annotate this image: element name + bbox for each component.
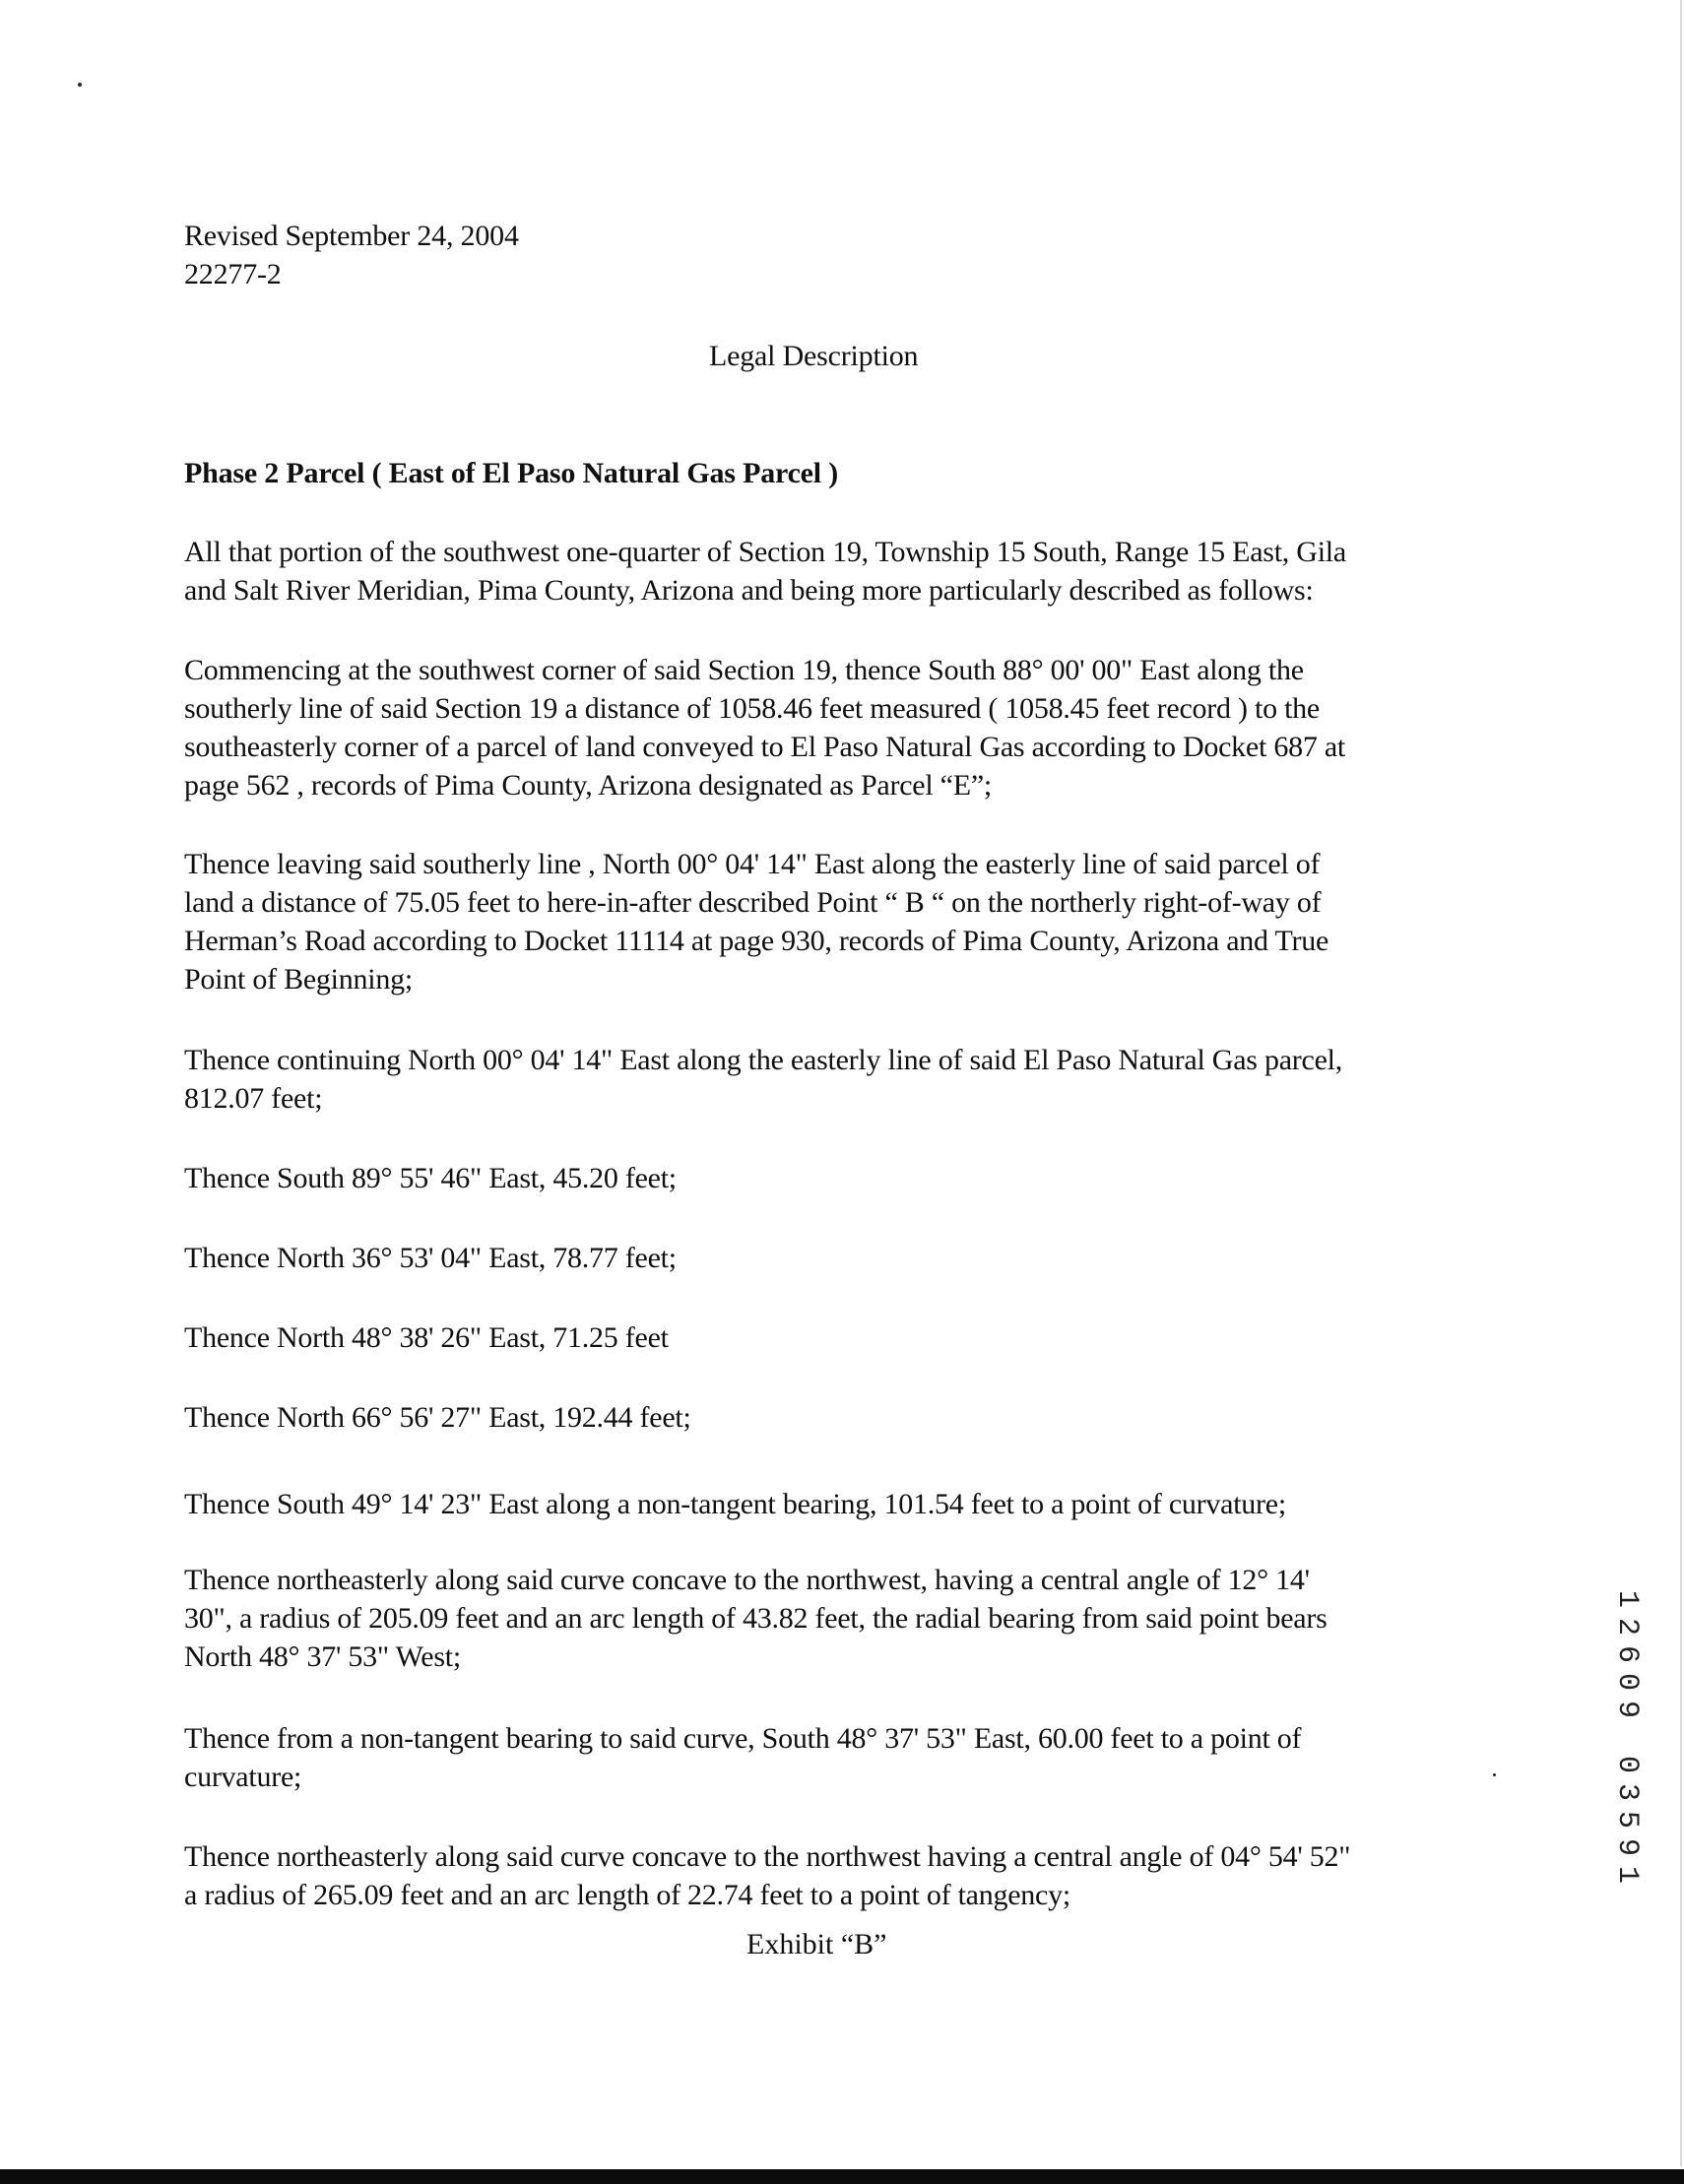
scan-speck bbox=[78, 83, 82, 87]
exhibit-label: Exhibit “B” bbox=[746, 1928, 887, 1960]
stamp-digit: 0 bbox=[1610, 1755, 1644, 1773]
scan-edge-line bbox=[1680, 0, 1682, 2166]
paragraph-2 bbox=[184, 651, 1474, 804]
paragraph-line: Thence northeasterly along said curve concave to the northwest, having a central angle of 12° 14' bbox=[184, 1564, 1310, 1596]
paragraph-6 bbox=[184, 1239, 1474, 1277]
paragraph-12 bbox=[184, 1837, 1474, 1914]
paragraph-line: Commencing at the southwest corner of said Section 19, thence South 88° 00' 00" East along the bbox=[184, 654, 1304, 686]
stamp-digit: 1 bbox=[1610, 1865, 1644, 1884]
paragraph-7 bbox=[184, 1318, 1474, 1357]
paragraph-line: Point of Beginning; bbox=[184, 963, 413, 996]
stamp-digit: 0 bbox=[1610, 1672, 1644, 1691]
document-number: 22277-2 bbox=[184, 258, 282, 290]
page-title: Legal Description bbox=[709, 340, 919, 372]
parcel-heading: Phase 2 Parcel ( East of El Paso Natural Gas Parcel ) bbox=[184, 457, 839, 489]
paragraph-10 bbox=[184, 1561, 1474, 1676]
paragraph-line: All that portion of the southwest one-quarter of Section 19, Township 15 South, Range 15 East, Gila bbox=[184, 536, 1346, 568]
stamp-digit: 3 bbox=[1610, 1782, 1644, 1801]
stamp-digit: 9 bbox=[1610, 1700, 1644, 1718]
stamp-digit: 6 bbox=[1610, 1644, 1644, 1663]
paragraph-line: Thence South 49° 14' 23" East along a non-tangent bearing, 101.54 feet to a point of curvature; bbox=[184, 1488, 1286, 1520]
stamp-number-top bbox=[1607, 1585, 1647, 1723]
paragraph-line: 812.07 feet; bbox=[184, 1082, 323, 1115]
paragraph-5 bbox=[184, 1159, 1474, 1197]
paragraph-9 bbox=[184, 1485, 1474, 1523]
paragraph-line: Thence North 66° 56' 27" East, 192.44 feet; bbox=[184, 1401, 691, 1434]
paragraph-line: southeasterly corner of a parcel of land conveyed to El Paso Natural Gas according to Docket 687 at bbox=[184, 731, 1345, 763]
recording-stamp bbox=[1607, 1585, 1647, 1889]
paragraph-line: Thence North 36° 53' 04" East, 78.77 feet; bbox=[184, 1242, 677, 1274]
paragraph-line: North 48° 37' 53" West; bbox=[184, 1640, 461, 1673]
paragraph-11 bbox=[184, 1719, 1474, 1796]
stamp-digit: 9 bbox=[1610, 1837, 1644, 1856]
paragraph-line: Thence leaving said southerly line , North 00° 04' 14" East along the easterly line of said parcel of bbox=[184, 848, 1321, 880]
paragraph-line: southerly line of said Section 19 a distance of 1058.46 feet measured ( 1058.45 feet record ) to the bbox=[184, 692, 1320, 725]
paragraph-line: a radius of 265.09 feet and an arc length of 22.74 feet to a point of tangency; bbox=[184, 1879, 1070, 1911]
stamp-digit: 5 bbox=[1610, 1810, 1644, 1829]
stamp-digit: 1 bbox=[1610, 1589, 1644, 1608]
paragraph-line: 30", a radius of 205.09 feet and an arc length of 43.82 feet, the radial bearing from said point bears bbox=[184, 1602, 1328, 1635]
paragraph-line: land a distance of 75.05 feet to here-in-after described Point “ B “ on the northerly right-of-way of bbox=[184, 886, 1322, 919]
paragraph-8 bbox=[184, 1398, 1474, 1437]
revision-date: Revised September 24, 2004 bbox=[184, 220, 519, 252]
paragraph-line: Thence South 89° 55' 46" East, 45.20 feet; bbox=[184, 1162, 677, 1194]
paragraph-line: curvature; bbox=[184, 1761, 302, 1793]
paragraph-line: Thence North 48° 38' 26" East, 71.25 feet bbox=[184, 1321, 669, 1354]
paragraph-line: page 562 , records of Pima County, Arizona designated as Parcel “E”; bbox=[184, 769, 992, 802]
paragraph-line: Herman’s Road according to Docket 11114 at page 930, records of Pima County, Arizona and True bbox=[184, 925, 1329, 957]
paragraph-line: Thence northeasterly along said curve concave to the northwest having a central angle of 04° 54' 52" bbox=[184, 1840, 1351, 1873]
paragraph-line: and Salt River Meridian, Pima County, Arizona and being more particularly described as follows: bbox=[184, 574, 1314, 607]
paragraph-3 bbox=[184, 845, 1474, 998]
paragraph-1 bbox=[184, 533, 1474, 610]
scan-bottom-border bbox=[0, 2169, 1684, 2184]
paragraph-4 bbox=[184, 1041, 1474, 1118]
paragraph-line: Thence from a non-tangent bearing to said curve, South 48° 37' 53" East, 60.00 feet to a point of bbox=[184, 1722, 1302, 1755]
stamp-number-bottom bbox=[1607, 1751, 1647, 1889]
scan-speck bbox=[1493, 1773, 1496, 1776]
paragraph-line: Thence continuing North 00° 04' 14" East along the easterly line of said El Paso Natural Gas parcel, bbox=[184, 1044, 1342, 1076]
stamp-digit: 2 bbox=[1610, 1617, 1644, 1636]
